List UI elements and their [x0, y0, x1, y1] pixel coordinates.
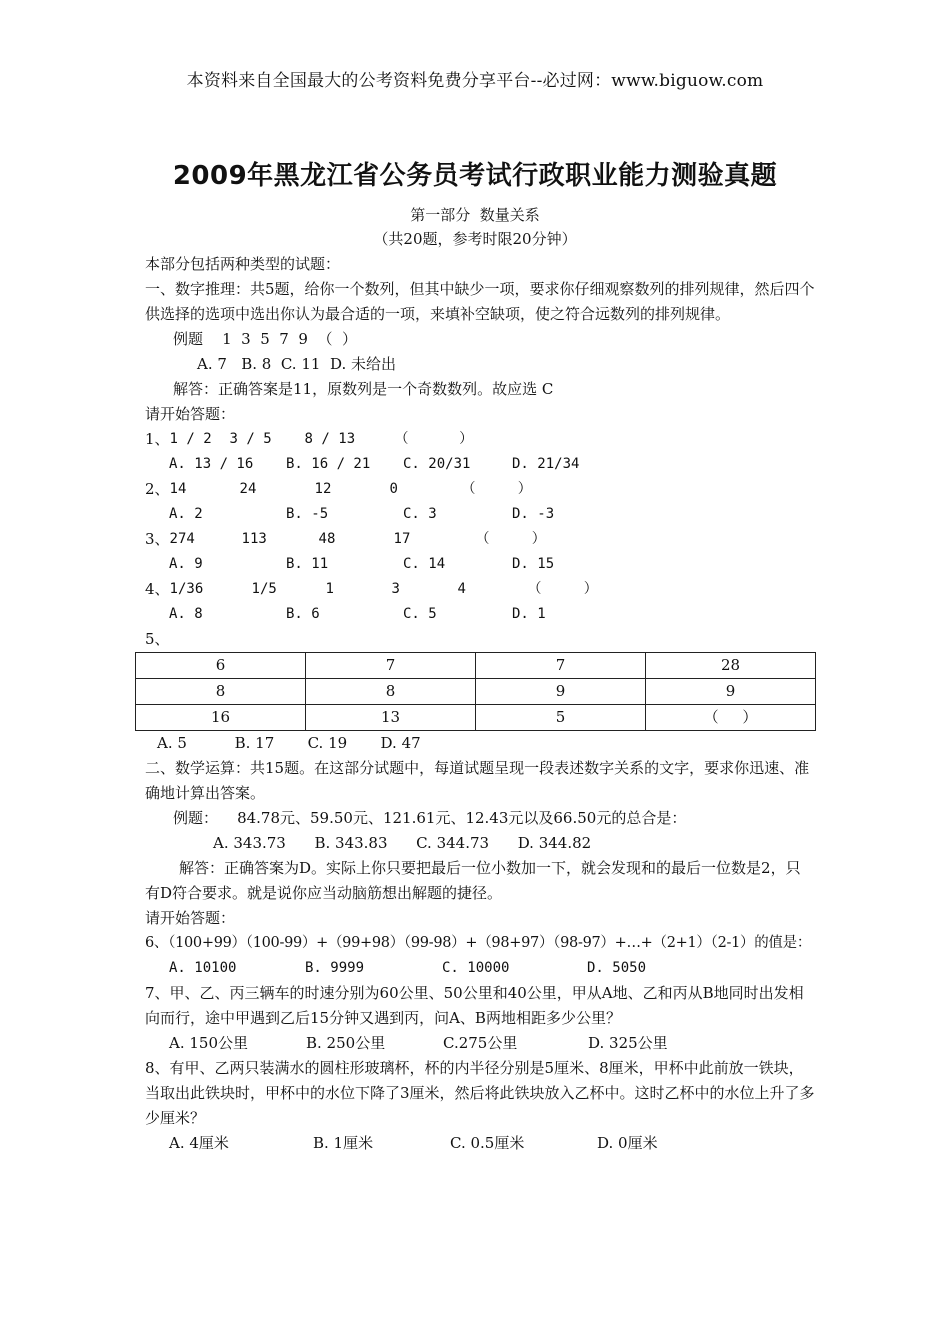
option-a: A. 150公里: [169, 1034, 248, 1052]
option-d: D. 5050: [587, 960, 647, 976]
example1-options: A. 7 B. 8 C. 11 D. 未给出: [197, 355, 396, 373]
option-b: B. 9999: [305, 960, 365, 976]
option-a: A. 9: [169, 556, 203, 572]
sequence-term: 1: [325, 581, 334, 597]
section1-description: 一、数字推理：共5题，给你一个数列，但其中缺少一项，要求你仔细观察数列的排列规律，然后四个供选择的选项中选出你认为最合适的一项，来填补空缺项，使之符合远数列的排列规律。: [145, 280, 815, 323]
question-4-options: [145, 602, 815, 627]
option-b: B. 6: [286, 606, 320, 622]
question-8: 8、有甲、乙两只装满水的圆柱形玻璃杯，杯的内半径分别是5厘米、8厘米，甲杯中此前放一铁块，当取出此铁块时，甲杯中的水位下降了3厘米，然后将此铁块放入乙杯中。这时乙杯中的水位上升了多少厘米？: [145, 1059, 815, 1127]
option-d: D. 1: [512, 606, 546, 622]
option-b: B. 1厘米: [313, 1134, 374, 1152]
example2-options: A. 343.73 B. 343.83 C. 344.73 D. 344.82: [213, 834, 592, 852]
question-8-options: [145, 1131, 815, 1156]
sequence-term: 48: [318, 531, 336, 547]
option-d: D. 0厘米: [597, 1134, 658, 1152]
question-6-options: [145, 956, 815, 981]
question-7-options: [145, 1031, 815, 1056]
question-number: 1、: [145, 430, 170, 448]
sequence-term: 274: [169, 531, 195, 547]
question-3: [145, 527, 815, 552]
option-d: D. 21/34: [512, 456, 580, 472]
table-cell: 8: [306, 679, 476, 705]
example2-answer: 解答：正确答案为D。实际上你只要把最后一位小数加一下，就会发现和的最后一位数是2，只有D符合要求。就是说你应当动脑筋想出解题的捷径。: [145, 859, 801, 902]
content: [145, 252, 815, 1156]
option-a: A. 4厘米: [169, 1134, 229, 1152]
question-2: [145, 477, 815, 502]
sequence-term: 1/36: [169, 581, 204, 597]
table-cell: 13: [306, 705, 476, 731]
sequence-term: 24: [239, 481, 257, 497]
table-cell: 9: [646, 679, 816, 705]
option-b: B. 16 / 21: [286, 456, 371, 472]
sequence-term: 1/5: [251, 581, 277, 597]
sequence-term: 3: [391, 581, 400, 597]
table-cell: 7: [306, 653, 476, 679]
option-d: D. 15: [512, 556, 555, 572]
example1-question: 例题 1 3 5 7 9 （ ）: [173, 330, 358, 348]
question-1: [145, 427, 815, 452]
question-1-options: [145, 452, 815, 477]
start-prompt-2: 请开始答题：: [145, 909, 236, 927]
option-c: C. 3: [403, 506, 437, 522]
sequence-term: 4: [457, 581, 466, 597]
option-c: C. 20/31: [403, 456, 471, 472]
table-cell: 9: [476, 679, 646, 705]
option-c: C. 10000: [442, 960, 510, 976]
question-5-number: 5、: [145, 630, 170, 648]
option-a: A. 13 / 16: [169, 456, 254, 472]
question-4: [145, 577, 815, 602]
page-title: 2009年黑龙江省公务员考试行政职业能力测验真题: [172, 161, 778, 191]
question-7: 7、甲、乙、丙三辆车的时速分别为60公里、50公里和40公里，甲从A地、乙和丙从B地同时出发相向而行，途中甲遇到乙后15分钟又遇到丙，问A、B两地相距多少公里？: [145, 984, 804, 1027]
sequence-term: 113: [241, 531, 267, 547]
sequence-term: 8 / 13: [304, 431, 356, 447]
header-note: 本资料来自全国最大的公考资料免费分享平台--必过网：www.biguow.com: [186, 71, 764, 91]
option-d: D. -3: [512, 506, 555, 522]
sequence-term: 14: [169, 481, 187, 497]
table-cell: （ ）: [646, 705, 816, 731]
sequence-term: 12: [314, 481, 332, 497]
option-c: C.275公里: [443, 1034, 518, 1052]
option-d: D. 325公里: [588, 1034, 668, 1052]
sequence-term: 17: [393, 531, 411, 547]
option-b: B. 11: [286, 556, 329, 572]
option-c: C. 14: [403, 556, 446, 572]
option-a: A. 2: [169, 506, 203, 522]
answer-blank: （ ）: [475, 531, 546, 547]
question-number: 3、: [145, 530, 170, 548]
sequence-term: 1 / 2: [169, 431, 212, 447]
question-2-options: [145, 502, 815, 527]
question-5-options: A. 5 B. 17 C. 19 D. 47: [157, 734, 421, 752]
question-number: 4、: [145, 580, 170, 598]
table-cell: 16: [136, 705, 306, 731]
table-row: [136, 653, 816, 679]
sequence-term: 3 / 5: [229, 431, 272, 447]
option-a: A. 8: [169, 606, 203, 622]
intro-text: 本部分包括两种类型的试题：: [145, 255, 341, 273]
sequence-term: 0: [389, 481, 398, 497]
option-c: C. 5: [403, 606, 437, 622]
answer-blank: （ ）: [461, 481, 532, 497]
option-c: C. 0.5厘米: [450, 1134, 525, 1152]
question-5-table: [135, 652, 816, 731]
part-title: 第一部分 数量关系: [410, 206, 540, 224]
option-b: B. -5: [286, 506, 329, 522]
question-3-options: [145, 552, 815, 577]
option-a: A. 10100: [169, 960, 237, 976]
start-prompt-1: 请开始答题：: [145, 405, 236, 423]
answer-blank: （ ）: [394, 431, 474, 447]
question-number: 2、: [145, 480, 170, 498]
table-cell: 7: [476, 653, 646, 679]
option-b: B. 250公里: [306, 1034, 386, 1052]
example1-answer: 解答：正确答案是11，原数列是一个奇数数列。故应选 C: [173, 380, 554, 398]
table-cell: 8: [136, 679, 306, 705]
table-row: [136, 679, 816, 705]
answer-blank: （ ）: [527, 581, 598, 597]
table-cell: 6: [136, 653, 306, 679]
example2-question: 例题： 84.78元、59.50元、121.61元、12.43元以及66.50元的总合是：: [173, 809, 687, 827]
table-row: [136, 705, 816, 731]
table-cell: 28: [646, 653, 816, 679]
question-6: 6、（100+99）（100-99）+（99+98）（99-98）+（98+97）（98-97）+…+（2+1）（2-1）的值是：: [145, 935, 812, 951]
section2-description: 二、数学运算：共15题。在这部分试题中，每道试题呈现一段表述数字关系的文字，要求你迅速、准确地计算出答案。: [145, 759, 810, 802]
part-note: （共20题，参考时限20分钟）: [373, 230, 577, 248]
table-cell: 5: [476, 705, 646, 731]
